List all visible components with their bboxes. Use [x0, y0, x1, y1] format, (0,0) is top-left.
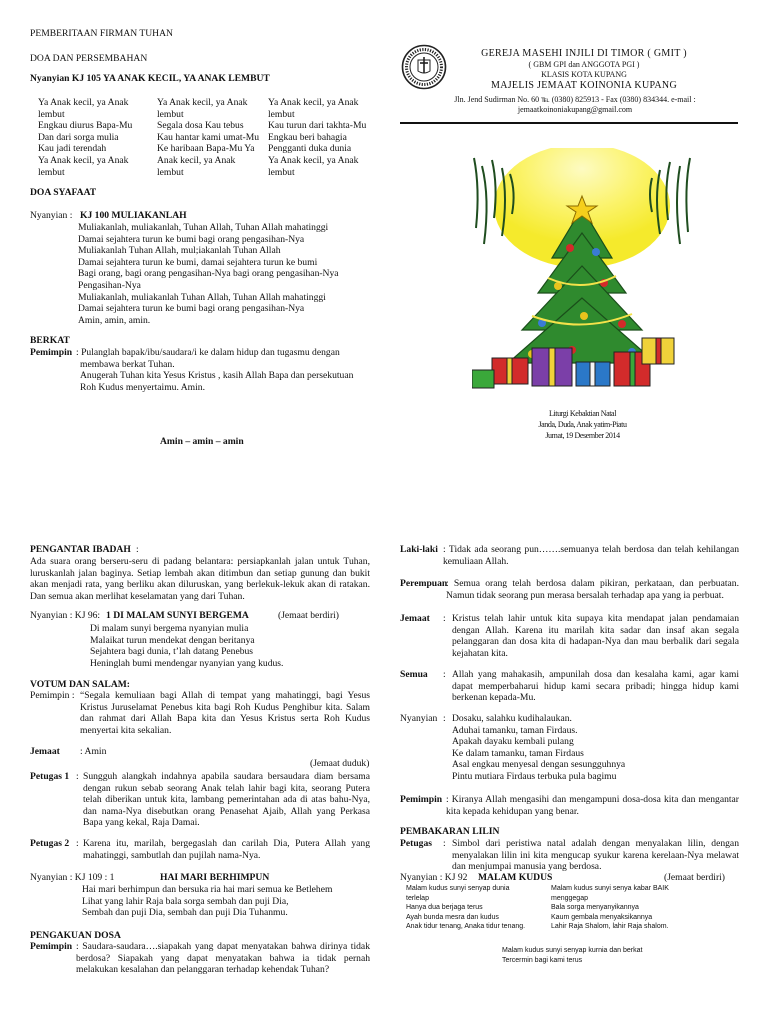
pemimpin-label: Pemimpin [400, 794, 443, 805]
perempuan-label: Perempuan [400, 578, 448, 589]
caption-date: Jumat, 19 Desember 2014 [545, 431, 620, 440]
pengantar-title: PENGANTAR IBADAH [30, 544, 131, 555]
jemaat-text: Kristus telah lahir untuk kita supaya kita mendapat jalan pendamaian dengan Allah. Karena itu marilah kita sadar dan insaf akan segala pelanggaran dan dosa kita di hadapan-Nya dan mau berbalik dari segala kejahatan kita. [452, 613, 739, 659]
caption-janda: Janda, Duda, Anak yatim-Piatu [538, 420, 627, 429]
hymn92-col-2: Malam kudus sunyi senya kabar BAIK menggegap Bala sorga menyanyikannya Kaum gembala menyaksikannya Lahir Raja Shalom, lahir Raja shalom. [551, 885, 669, 930]
hymn100-title: KJ 100 MULIAKANLAH [80, 210, 187, 221]
cover-caption [470, 408, 695, 441]
hymn92-col-1: Malam kudus sunyi senyap dunia terlelap Hanya dua berjaga terus Ayah bunda mesra dan kudus Anak tidur tenang, Anaka tidur tenang. [406, 885, 526, 930]
berkat-pemimpin-label: Pemimpin [30, 347, 73, 358]
votum-title: VOTUM DAN SALAM: [30, 679, 131, 690]
pengantar-text: Ada suara orang berseru-seru di padang belantara: persiapkanlah jalan untuk Tuhan, luruskanlah jalan baginya. Setiap lembah akan ditimbun dan setiap gunung dan bukit akan menjadi rata, yang berliku akan diluruskan, yang berlekuk-lekuk akan di ratakan. Dan semua akan merlihat keselamatan yang dari Tuhan. [30, 556, 370, 602]
section-pemberitaan: PEMBERITAAN FIRMAN TUHAN [30, 28, 173, 39]
jemaat-amin-label: Jemaat [30, 746, 60, 757]
berkat-title: BERKAT [30, 335, 70, 346]
perempuan-text: : Semua orang telah berdosa dalam pikiran, perkataan, dan perbuatan. Namun tidak seorang pun merasa bersalah terhadap apa yang ia perbuat. [446, 578, 739, 601]
semua-text: Allah yang mahakasih, ampunilah dosa dan kesalaha kami, agar kami dapat memperbaharui hidup kami secara pribadi; hingga hidup kami berkenan kepada-Mu. [452, 669, 739, 704]
votum-text: “Segala kemuliaan bagi Allah di tempat yang mahatinggi, bagi Yesus Kristus Juruselamat Penebus kita bagi Roh Kudus Penghibur kita. Salam dan rahmat dari Allah Bapa kita dan Yesus Kristus serta Roh Kudus menyertai kita sekalian. [80, 690, 370, 736]
semua-label: Semua [400, 669, 428, 680]
jemaat-colon: : [443, 613, 446, 624]
hymn105-col-1: Ya Anak kecil, ya Anak lembut Engkau diurus Bapa-Mu Dan dari sorga mulia Kau jadi terendah Ya Anak kecil, ya Anak lembut [38, 97, 133, 178]
petugas2-text: Karena itu, marilah, bergegaslah dan carilah Dia, Putera Allah yang mahatinggi, sambutlah dan pujilah nama-Nya. [83, 838, 370, 861]
hymn105-col-3: Ya Anak kecil, ya Anak lembut Kau turun dari takhta-Mu Engkau beri bahagia Pengganti duka dunia Ya Anak kecil, ya Anak lembut [268, 97, 367, 178]
petugas-label: Petugas [400, 838, 432, 849]
church-name: GEREJA MASEHI INJILI DI TIMOR ( GMIT ) [481, 48, 687, 59]
hymn92-label: Nyanyian : KJ 92 [400, 872, 468, 883]
petugas1-text: Sungguh alangkah indahnya apabila saudara bersaudara diam bersama dengan rukun sebab seorang Anak telah lahir bagi kita, seorang Putera telah diberikan untuk kita, lambang pemerintahan ada di atas bahu-Nya, dan nama-Nya disebutkan orang Penasehat Ajaib, Allah yang Perkasa Bapa yang kekal, Raja Damai. [83, 771, 370, 829]
doa-syafaat-title: DOA SYAFAAT [30, 187, 97, 198]
majelis: MAJELIS JEMAAT KOINONIA KUPANG [491, 79, 677, 91]
hymn96-note: (Jemaat berdiri) [278, 610, 339, 621]
pengakuan-title: PENGAKUAN DOSA [30, 930, 121, 941]
hymn105-title: Nyanyian KJ 105 YA ANAK KECIL, YA ANAK LEMBUT [30, 73, 270, 84]
votum-label: Pemimpin : [30, 690, 75, 701]
laki-label: Laki-laki [400, 544, 438, 555]
hymn96-lyrics: Di malam sunyi bergema nyanyian mulia Malaikat turun mendekat dengan beritanya Sejahtera bagi dunia, t’lah datang Penebus Heninglah bumi mendengar nyanyian yang kudus. [90, 623, 284, 669]
berkat-text: : Pulanglah bapak/ibu/saudara/i ke dalam hidup dan tugasmu dengan membawa berkat Tuhan. Anugerah Tuhan kita Yesus Kristus , kasih Allah Bapa dan persekutuan Roh Kudus menyertaimu. Amin. [76, 347, 354, 393]
hymn92-note: (Jemaat berdiri) [664, 872, 725, 883]
nyanyian-label: Nyanyian [400, 713, 438, 724]
pengantar-colon: : [136, 544, 139, 555]
hymn100-label: Nyanyian : [30, 210, 73, 221]
jemaat-amin-text: : Amin [80, 746, 107, 757]
church-email: jemaatkoinoniakupang@gmail.com [517, 105, 633, 114]
section-doa-persembahan: DOA DAN PERSEMBAHAN [30, 53, 148, 64]
church-address: Jln. Jend Sudirman No. 60 ℡ (0380) 825913 - Fax (0380) 834344. e-mail : [454, 95, 696, 104]
hymn109-label: Nyanyian : KJ 109 : 1 [30, 872, 115, 883]
caption-liturgi: Liturgi Kebaktian Natal [548, 409, 617, 418]
hymn109-title: HAI MARI BERHIMPUN [160, 872, 270, 883]
petugas-colon: : [443, 838, 446, 849]
petugas1-colon: : [76, 771, 79, 782]
jemaat-label: Jemaat [400, 613, 430, 624]
church-logo [401, 44, 447, 90]
petugas-text: Simbol dari peristiwa natal adalah dengan menyalakan lilin, dengan menyalakan lilin ini kita mengucap syukur karena kerelaan-Nya melawat dan menjumpai manusia yang berdosa. [452, 838, 739, 873]
hymn96-title: 1 DI MALAM SUNYI BERGEMA [106, 610, 249, 621]
header-divider [400, 122, 738, 124]
church-header [454, 48, 714, 91]
nyanyian-colon: : [443, 713, 446, 724]
petugas2-label: Petugas 2 [30, 838, 70, 849]
hymn100-lyrics: Muliakanlah, muliakanlah, Tuhan Allah, Tuhan Allah mahatinggi Damai sejahtera turun ke bumi bagi orang pengasihan-Nya Muliakanlah Tuhan Allah, mul;iakanlah Tuhan Allah Damai sejahtera turun ke bumi, damai sejahtera turun ke bumi Bagi orang, bagi orang pengasihan-Nya bagi orang pengasihan-Nya Pengasihan-Nya Muliakanlah, muliakanlah Tuhan Allah, Tuhan Allah mahatinggi Damai sejahtera turun ke bumi bagi orang pengasihan-Nya Amin, amin, amin. [78, 222, 339, 326]
amin-closing: Amin – amin – amin [160, 436, 244, 447]
petugas1-label: Petugas 1 [30, 771, 70, 782]
hymn96-label: Nyanyian : KJ 96: [30, 610, 101, 621]
church-sub: ( GBM GPI dan ANGGOTA PGI ) [528, 59, 640, 69]
hymn92-title: MALAM KUDUS [478, 872, 553, 883]
hymn105-col-2: Ya Anak kecil, ya Anak lembut Segala dosa Kau tebus Kau hantar kami umat-Mu Ke haribaan Bapa-Mu Ya Anak kecil, ya Anak lembut [157, 97, 260, 178]
hymn92-col-3: Malam kudus sunyi senyap kurnia dan berkat Tercermin bagi kami terus [502, 947, 643, 964]
nyanyian-lyrics: Dosaku, salahku kudihalaukan. Aduhai tamanku, taman Firdaus. Apakah dayaku kembali pulang Ke dalam tamanku, taman Firdaus Asal engkau menyesal dengan sesungguhnya Pintu mutiara Firdaus terbuka pula bagimu [452, 713, 626, 782]
pengakuan-text: : Saudara-saudara….siapakah yang dapat menyatakan bahwa dirinya tidak berdosa? Siapakah yang dapat menyatakan bahwa ia tidak pernah melakukan kesalahan dan pelanggaran terhadap kehendak Tuhan? [76, 941, 370, 976]
jemaat-duduk-note: (Jemaat duduk) [310, 758, 370, 769]
semua-colon: : [443, 669, 446, 680]
lilin-title: PEMBAKARAN LILIN [400, 826, 500, 837]
christmas-tree-image [472, 148, 692, 392]
hymn109-lyrics: Hai mari berhimpun dan bersuka ria hai mari semua ke Betlehem Lihat yang lahir Raja bala sorga sembah dan puji Dia, Sembah dan puji Dia, sembah dan puji Dia Tuhanmu. [82, 884, 333, 919]
klasis: KLASIS KOTA KUPANG [541, 69, 627, 79]
petugas2-colon: : [76, 838, 79, 849]
pengakuan-label: Pemimpin [30, 941, 73, 952]
pemimpin-text: : Kiranya Allah mengasihi dan mengampuni dosa-dosa kita dan mengantar kita kepada kehidupan yang benar. [446, 794, 739, 817]
laki-text: : Tidak ada seorang pun…….semuanya telah berdosa dan telah kehilangan kemuliaan Allah. [443, 544, 739, 567]
